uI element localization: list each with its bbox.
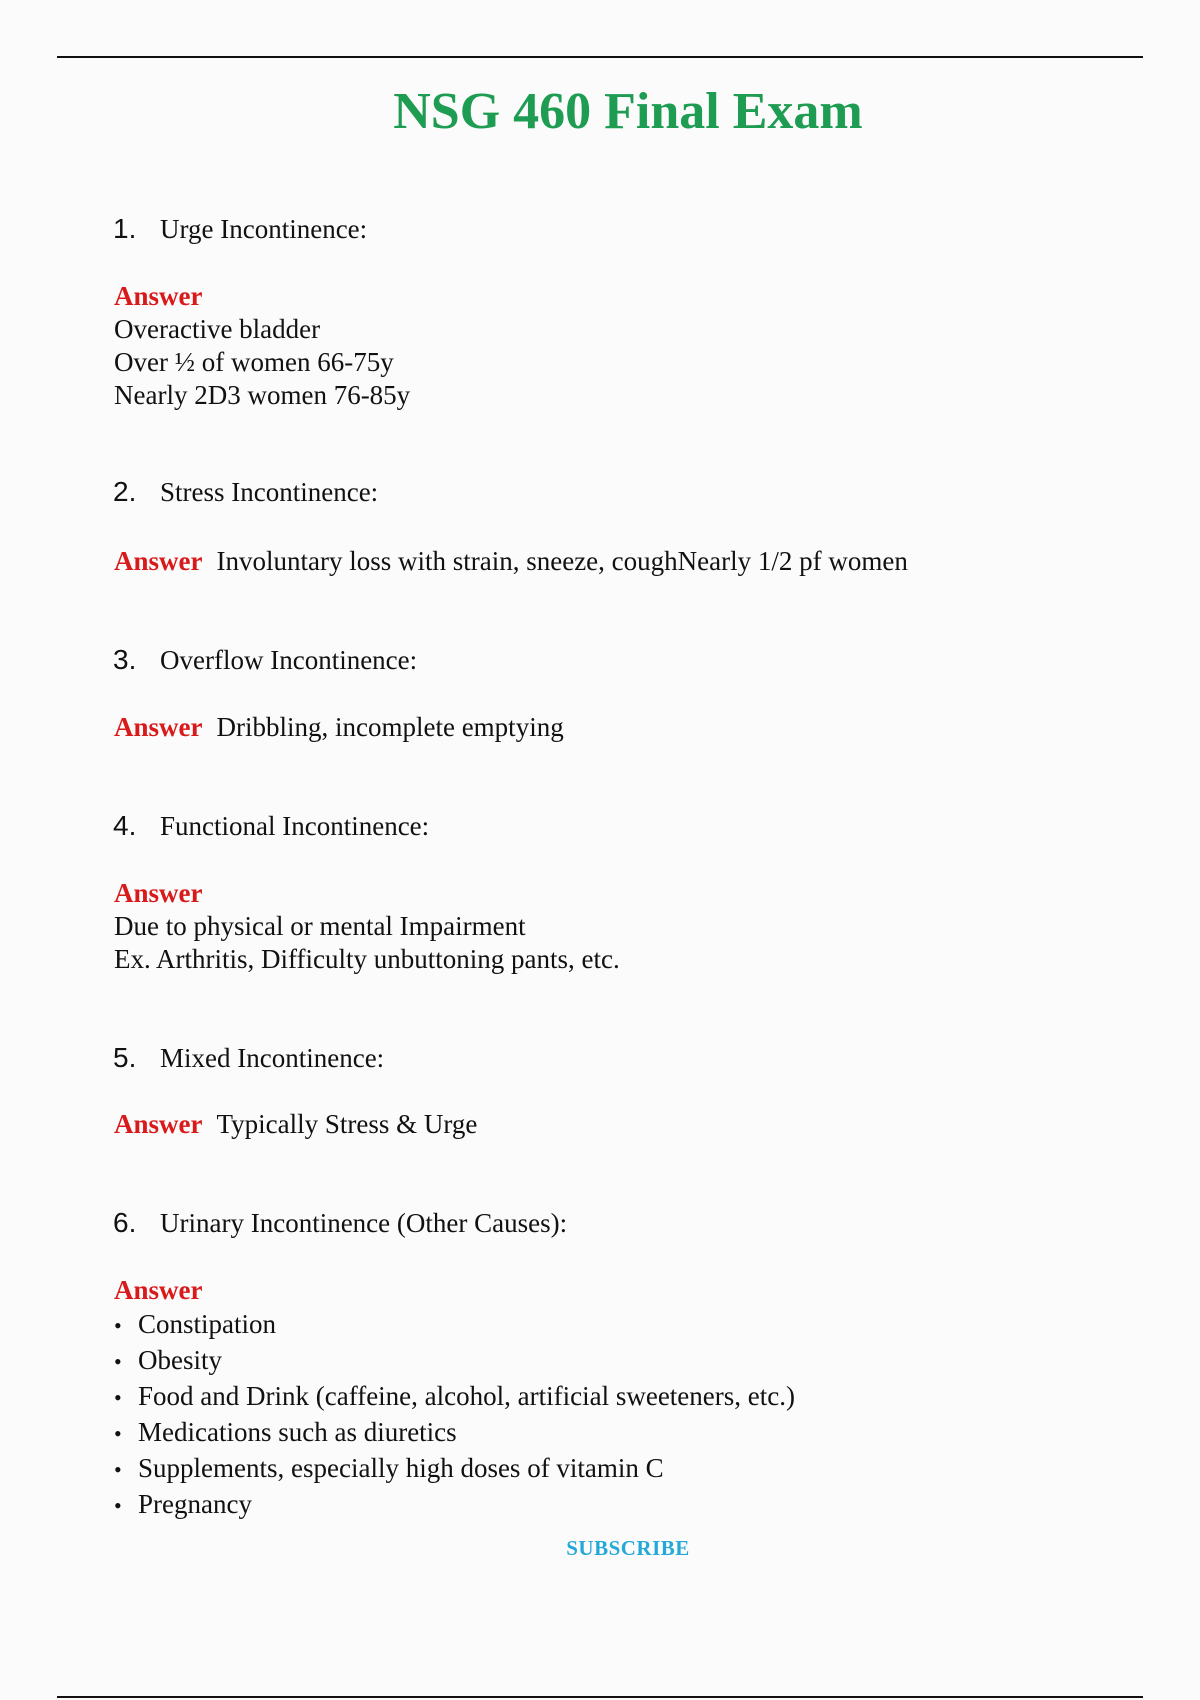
answer-label: Answer [114,878,203,908]
list-item [114,1415,795,1451]
bullet-icon: • [114,1385,122,1410]
answer-text: Involuntary loss with strain, sneeze, coughNearly 1/2 pf women [216,546,908,576]
subscribe-link[interactable]: SUBSCRIBE [566,1536,690,1560]
answer-text: Dribbling, incomplete emptying [216,712,564,742]
answer-2 [114,545,908,578]
question-1 [113,213,367,245]
question-number: 3. [113,644,137,675]
question-3 [113,644,417,676]
list-item-text: Supplements, especially high doses of vitamin C [138,1453,664,1483]
list-item [114,1451,795,1487]
bullet-icon: • [114,1349,122,1374]
question-prompt: Stress Incontinence: [160,477,379,507]
answer-line: Ex. Arthritis, Difficulty unbuttoning pants, etc. [114,944,620,974]
question-prompt: Functional Incontinence: [160,811,430,841]
answer-text: Typically Stress & Urge [216,1109,478,1139]
bullet-icon: • [114,1421,122,1446]
answer-4 [114,877,620,976]
question-4 [113,810,429,842]
list-item-text: Food and Drink (caffeine, alcohol, artificial sweeteners, etc.) [138,1381,795,1411]
question-prompt: Urge Incontinence: [160,214,368,244]
question-6 [113,1207,567,1239]
answer-label: Answer [114,712,203,742]
top-rule [57,56,1143,58]
answer-label: Answer [114,1275,203,1305]
answer-5 [114,1108,477,1141]
answer-line: Over ½ of women 66-75y [114,347,394,377]
answer-label: Answer [114,281,203,311]
list-item [114,1487,795,1523]
list-item [114,1379,795,1415]
question-prompt: Mixed Incontinence: [160,1043,385,1073]
question-number: 6. [113,1207,137,1238]
answer-label: Answer [114,546,203,576]
bullet-icon: • [114,1457,122,1482]
answer-label: Answer [114,1109,203,1139]
question-prompt: Overflow Incontinence: [160,645,418,675]
list-item-text: Constipation [138,1309,277,1339]
question-number: 4. [113,810,137,841]
list-item-text: Obesity [138,1345,222,1375]
question-number: 5. [113,1042,137,1073]
question-2 [113,476,378,508]
list-item [114,1343,795,1379]
question-5 [113,1042,384,1074]
list-item-text: Pregnancy [138,1489,252,1519]
bottom-rule [57,1696,1143,1698]
answer-line: Nearly 2D3 women 76-85y [114,380,411,410]
answer-6 [114,1274,795,1523]
question-prompt: Urinary Incontinence (Other Causes): [160,1208,568,1238]
question-number: 2. [113,476,137,507]
list-item [114,1307,795,1343]
page-title: NSG 460 Final Exam [393,83,863,140]
answer-3 [114,711,564,744]
list-item-text: Medications such as diuretics [138,1417,457,1447]
bullet-icon: • [114,1313,122,1338]
answer-line: Due to physical or mental Impairment [114,911,526,941]
cause-list [114,1307,795,1523]
answer-1 [114,280,410,412]
question-number: 1. [113,213,137,244]
bullet-icon: • [114,1493,122,1518]
answer-line: Overactive bladder [114,314,321,344]
